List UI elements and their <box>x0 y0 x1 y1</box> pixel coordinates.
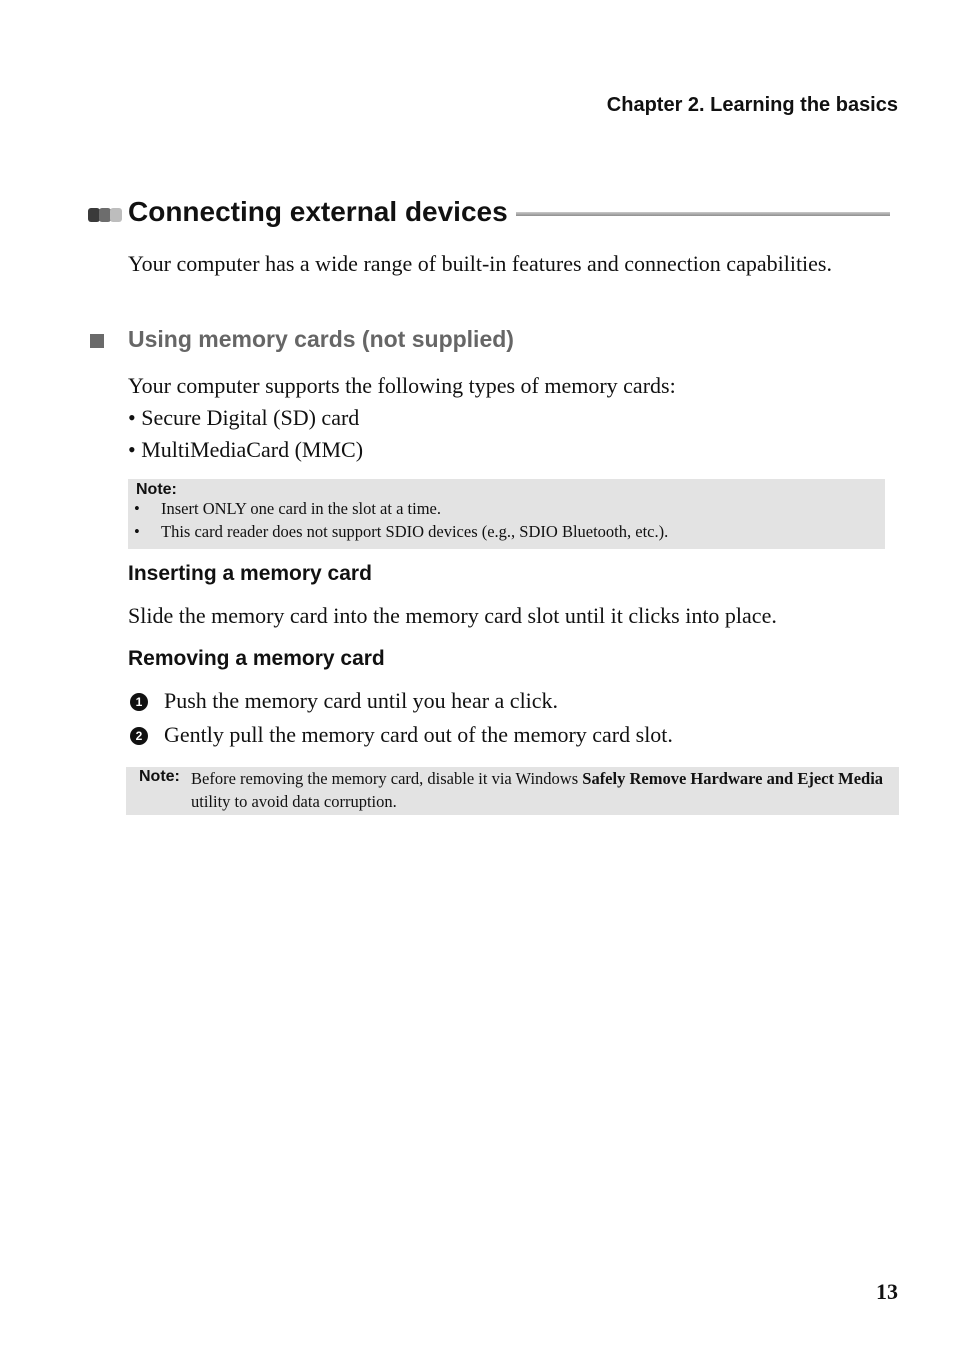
note-bold-text: Safely Remove Hardware and Eject Media <box>582 769 884 788</box>
step-text: Push the memory card until you hear a click. <box>164 688 559 713</box>
square-bullet-icon <box>90 334 104 348</box>
section-intro: Your computer has a wide range of built-in features and connection capabilities. <box>128 251 832 276</box>
list-item: • Secure Digital (SD) card <box>128 405 360 430</box>
note-label: Note: <box>139 768 180 785</box>
subsection-title: Using memory cards (not supplied) <box>128 326 514 352</box>
subsection-header <box>88 326 888 356</box>
removing-heading: Removing a memory card <box>128 647 385 670</box>
step-text: Gently pull the memory card out of the memory card slot. <box>164 722 673 747</box>
page-number: 13 <box>876 1279 898 1304</box>
title-rule <box>516 212 890 216</box>
note-item-text: Insert ONLY one card in the slot at a time. <box>161 499 441 518</box>
step-number-icon: 2 <box>130 727 148 745</box>
note-box <box>126 767 899 815</box>
bullet-icon: • <box>134 499 140 518</box>
step-item <box>128 722 673 756</box>
note-text <box>191 767 891 813</box>
step-number-icon: 1 <box>130 693 148 711</box>
note-text-start: Before removing the memory card, disable it via Windows <box>191 769 583 788</box>
inserting-text: Slide the memory card into the memory card slot until it clicks into place. <box>128 603 777 628</box>
note-box <box>128 479 885 549</box>
inserting-heading: Inserting a memory card <box>128 562 372 585</box>
section-title: Connecting external devices <box>128 196 508 227</box>
list-item <box>128 522 668 545</box>
chapter-header: Chapter 2. Learning the basics <box>606 94 898 116</box>
step-item <box>128 688 673 722</box>
bullet-icon: • <box>134 522 140 541</box>
removal-steps <box>128 688 673 756</box>
note-list <box>128 499 668 545</box>
section-bullet-icon <box>88 208 122 222</box>
note-item-text: This card reader does not support SDIO devices (e.g., SDIO Bluetooth, etc.). <box>161 522 669 541</box>
note-label: Note: <box>136 481 177 498</box>
list-item <box>128 499 668 522</box>
card-type-list <box>128 405 363 469</box>
section-title-row <box>88 196 890 232</box>
list-item: • MultiMediaCard (MMC) <box>128 437 364 462</box>
note-text-end: utility to avoid data corruption. <box>191 792 397 811</box>
supports-text: Your computer supports the following types of memory cards: <box>128 373 676 398</box>
